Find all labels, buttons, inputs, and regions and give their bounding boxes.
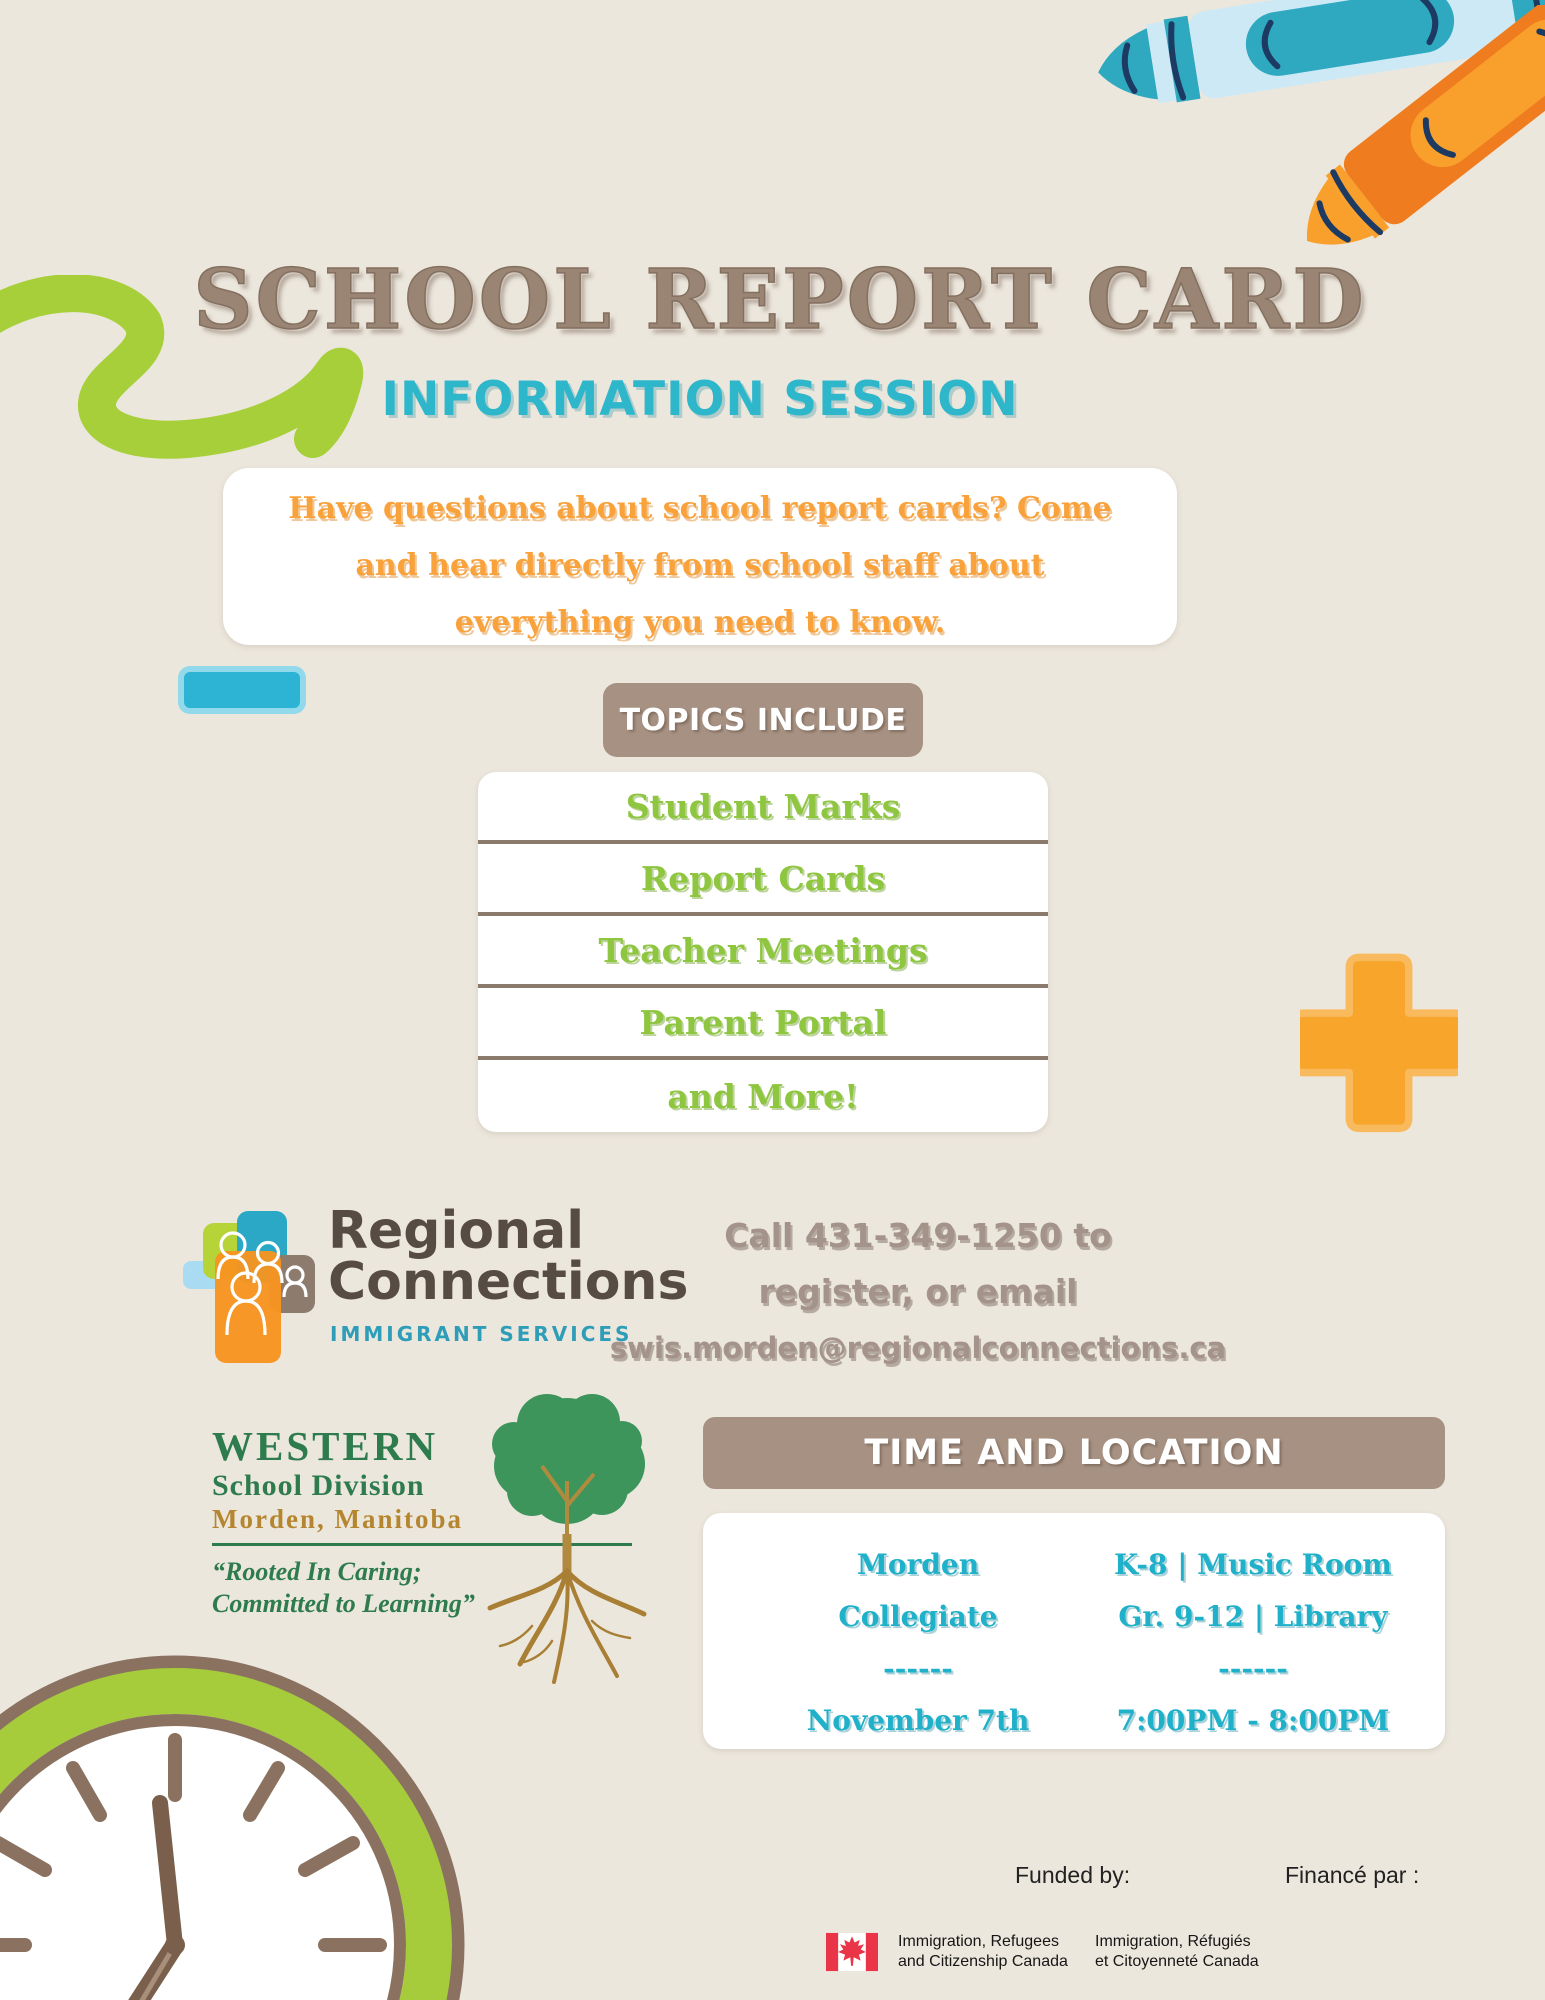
page-subtitle: INFORMATION SESSION — [381, 372, 1019, 427]
ircc-en-line2: and Citizenship Canada — [898, 1953, 1068, 1970]
rc-word-line2: Connections — [328, 1252, 689, 1312]
rc-word-line1: Regional — [328, 1201, 585, 1261]
ircc-en-line1: Immigration, Refugees — [898, 1933, 1059, 1950]
topic-item: Report Cards — [478, 844, 1048, 916]
schedule-right-column — [1088, 1539, 1418, 1747]
topic-item: Parent Portal — [478, 988, 1048, 1060]
schedule-separator: ------ — [883, 1652, 953, 1685]
intro-line: everything you need to know. — [454, 605, 946, 640]
ircc-english-text — [898, 1932, 1068, 1972]
funded-by-label: Funded by: — [1015, 1862, 1131, 1888]
wsd-city: Morden, Manitoba — [212, 1504, 463, 1534]
ircc-french-text — [1095, 1932, 1259, 1972]
plus-icon — [1300, 948, 1458, 1148]
intro-text — [223, 480, 1177, 651]
schedule-location-line: Morden — [856, 1548, 980, 1581]
clock-icon — [0, 1648, 495, 2000]
topic-item: Student Marks — [478, 772, 1048, 844]
contact-line: register, or email — [758, 1272, 1078, 1311]
ircc-fr-line1: Immigration, Réfugiés — [1095, 1933, 1251, 1950]
rc-tagline: IMMIGRANT SERVICES — [330, 1322, 633, 1346]
schedule-room-line: K-8 | Music Room — [1114, 1548, 1392, 1581]
topics-heading-badge: TOPICS INCLUDE — [603, 683, 923, 757]
topics-list — [478, 772, 1048, 1132]
wsd-division: School Division — [212, 1469, 425, 1502]
wsd-name: WESTERN — [212, 1423, 439, 1469]
schedule-heading-badge: TIME AND LOCATION — [703, 1417, 1445, 1489]
regional-connections-logo — [183, 1203, 318, 1373]
intro-line: Have questions about school report cards? Come — [288, 491, 1112, 526]
schedule-room-line: Gr. 9-12 | Library — [1118, 1600, 1388, 1633]
highlight-rect-icon — [178, 666, 306, 714]
canada-flag-icon — [826, 1931, 878, 1973]
topic-item: and More! — [667, 1076, 859, 1116]
contact-info — [588, 1208, 1248, 1376]
topic-item: Teacher Meetings — [478, 916, 1048, 988]
schedule-date: November 7th — [806, 1704, 1030, 1737]
contact-email: swis.morden@regionalconnections.ca — [609, 1331, 1227, 1365]
page-title: SCHOOL REPORT CARD — [193, 252, 1367, 348]
ircc-fr-line2: et Citoyenneté Canada — [1095, 1953, 1259, 1970]
wsd-motto-line1: “Rooted In Caring; — [212, 1557, 422, 1586]
contact-line: Call 431-349-1250 to — [724, 1216, 1112, 1255]
wsd-motto-line2: Committed to Learning” — [212, 1589, 475, 1618]
schedule-card — [703, 1513, 1445, 1749]
schedule-left-column — [753, 1539, 1083, 1747]
schedule-location-line: Collegiate — [838, 1600, 998, 1633]
intro-line: and hear directly from school staff about — [355, 548, 1045, 583]
finance-par-label: Financé par : — [1285, 1862, 1420, 1888]
tree-icon — [472, 1386, 662, 1686]
schedule-time: 7:00PM - 8:00PM — [1116, 1704, 1390, 1737]
schedule-separator: ------ — [1218, 1652, 1288, 1685]
